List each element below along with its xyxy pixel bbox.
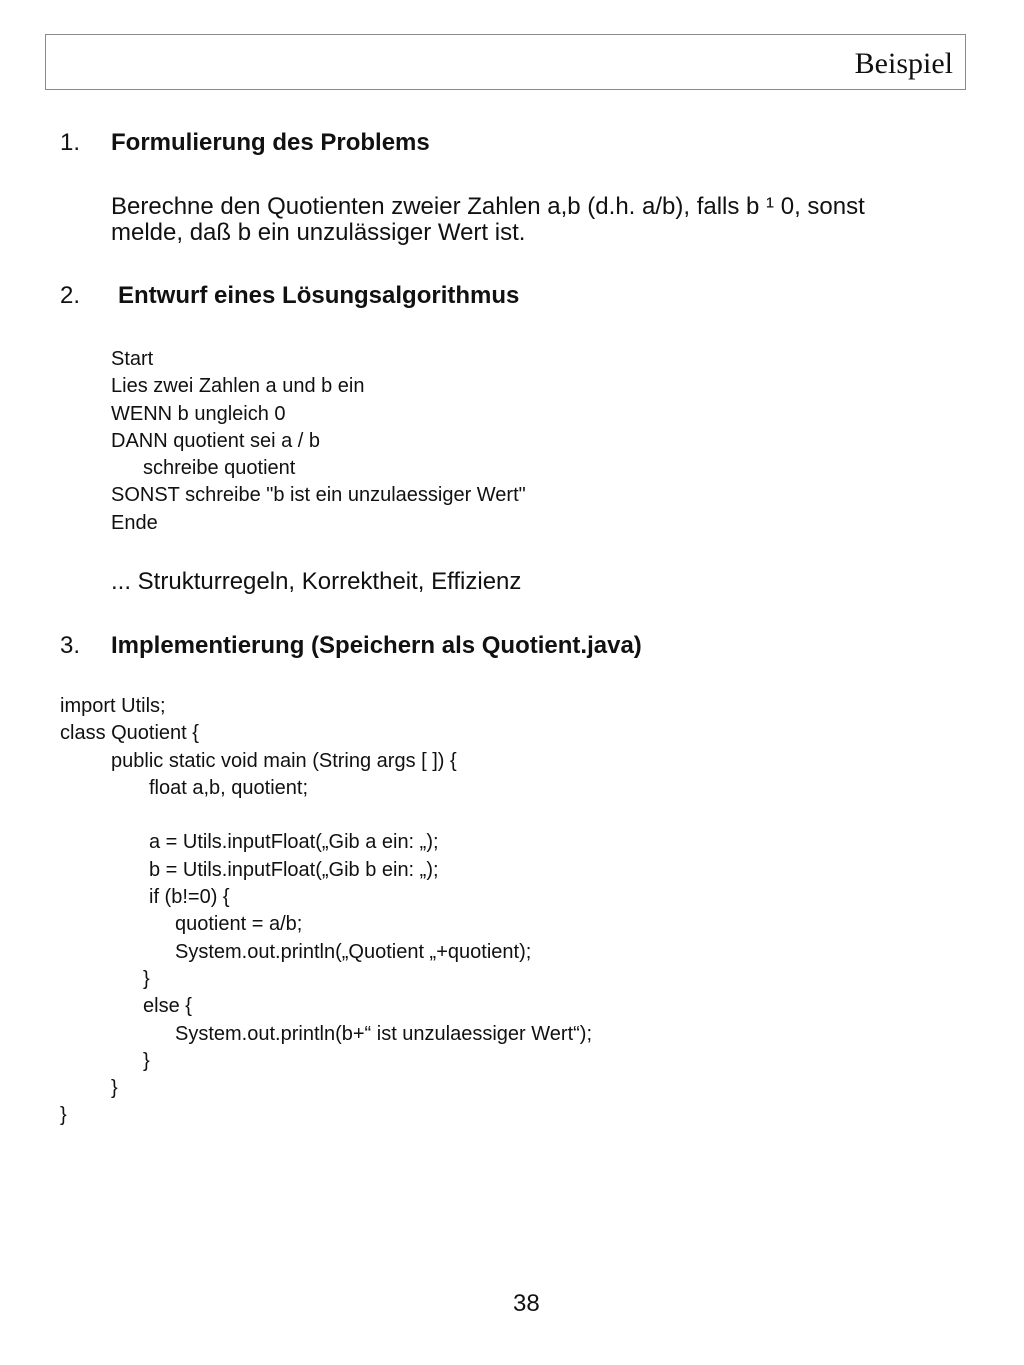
code-line: a = Utils.inputFloat(„Gib a ein: „); [149,831,439,854]
code-block [60,693,592,1130]
page-number: 38 [513,1290,540,1317]
header-box [45,34,966,90]
code-line: class Quotient { [60,722,199,745]
section-1-number: 1. [60,129,81,156]
code-line: float a,b, quotient; [149,776,309,799]
section-2-number: 2. [60,282,81,309]
code-line: quotient = a/b; [175,913,303,936]
algorithm-line: schreibe quotient [143,457,296,480]
code-line: System.out.println(b+“ ist unzulaessiger Wert“); [175,1022,593,1045]
code-line: import Utils; [60,695,166,717]
code-line: b = Utils.inputFloat(„Gib b ein: „); [149,858,439,881]
section-3-number: 3. [60,632,81,659]
code-line [60,802,592,829]
algorithm-line: SONST schreibe "b ist ein unzulaessiger Wert" [111,484,526,507]
code-line: } [143,1049,150,1072]
section-2-note: ... Strukturregeln, Korrektheit, Effizienz [111,568,522,595]
algorithm-line: Ende [111,511,158,534]
code-line: } [111,1077,118,1100]
code-line: else { [143,995,192,1018]
section-1-text-line: melde, daß b ein unzulässiger Wert ist. [111,219,526,246]
section-3-title: Implementierung (Speichern als Quotient.java) [111,632,642,659]
algorithm-line: Start [111,348,154,370]
algorithm-line: WENN b ungleich 0 [111,402,286,425]
algorithm-line: DANN quotient sei a / b [111,429,320,452]
code-line: public static void main (String args [ ]) { [111,749,457,772]
code-line: if (b!=0) { [149,886,230,909]
algorithm-line: Lies zwei Zahlen a und b ein [111,375,365,398]
section-1-text-line: Berechne den Quotienten zweier Zahlen a,b (d.h. a/b), falls b ¹ 0, sonst [111,193,865,220]
code-line: } [60,1104,67,1127]
page-title: Beispiel [854,47,953,80]
section-2-title: Entwurf eines Lösungsalgorithmus [118,282,520,309]
algorithm-block [111,346,526,537]
section-1-text [111,194,865,246]
code-line: System.out.println(„Quotient „+quotient); [175,940,532,963]
code-line: } [143,967,150,990]
section-1-title: Formulierung des Problems [111,129,430,156]
